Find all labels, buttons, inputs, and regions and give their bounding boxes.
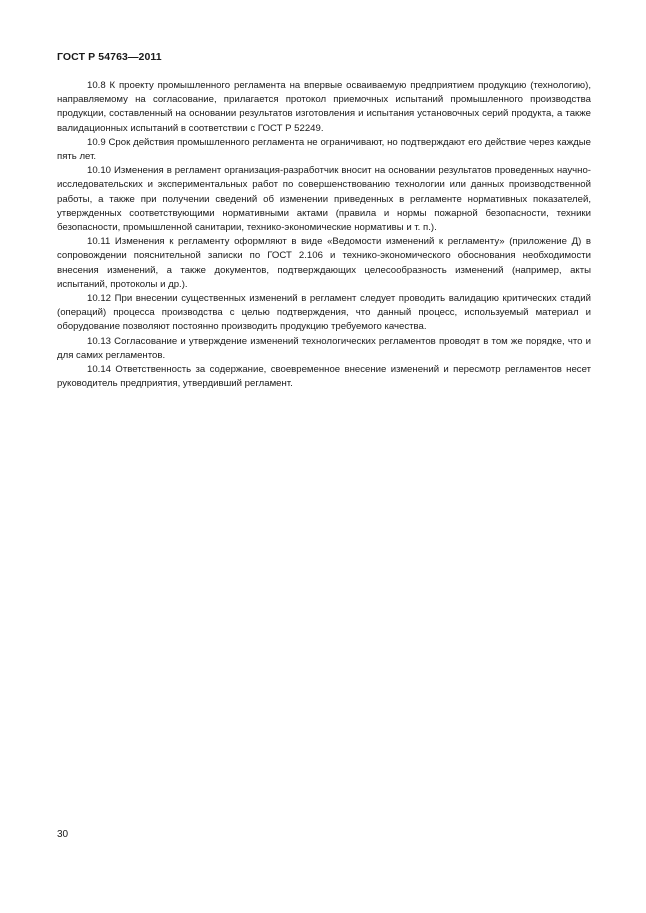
paragraph-10-9: 10.9 Срок действия промышленного регламента не ограничивают, но подтверждают его действие через каждые пять лет. [57,136,591,163]
paragraph-10-13: 10.13 Согласование и утверждение изменений технологических регламентов проводят в том же порядке, что и для самих регламентов. [57,335,591,361]
paragraph-10-11: 10.11 Изменения к регламенту оформляют в виде «Ведомости изменений к регламенту» (приложение Д) в сопровождении пояснительной записки по ГОСТ 2.106 и технико-экономического обоснования необходимости внесения изменений, а также документов, подтверждающих целесообразность изменений (например, акты испытаний, протоколы и др.). [57,236,591,290]
paragraph-10-8: 10.8 К проекту промышленного регламента на впервые осваиваемую предприятием продукцию (технологию), направляемому на согласование, прилагается протокол приемочных испытаний промышленного производства продукции, составленный на основании результатов изготовления и испытания установочных серий продукта, а также валидационных испытаний в соответствии с ГОСТ Р 52249. [57,80,591,134]
paragraph-10-12: 10.12 При внесении существенных изменений в регламент следует проводить валидацию критических стадий (операций) процесса производства с целью подтверждения, что данный процесс, используемый материал и оборудование позволяют постоянно производить продукцию требуемого качества. [57,293,591,333]
document-body [57,79,591,391]
paragraph-10-10: 10.10 Изменения в регламент организация-разработчик вносит на основании результатов проведенных научно-исследовательских и экспериментальных работ по совершенствованию технологии или данных производственной работы, а также при получении сведений об изменении приведенных в регламенте нормативных показателей, утвержденных соответствующими нормативными актами (правила и нормы пожарной безопасности, техники безопасности, промышленной санитарии, технико-экономические нормативы и т. п.). [57,165,591,234]
page-number: 30 [57,829,69,840]
page-header: ГОСТ Р 54763—2011 [57,51,162,63]
paragraph-10-14: 10.14 Ответственность за содержание, своевременное внесение изменений и пересмотр регламентов несет руководитель предприятия, утвердивший регламент. [57,364,591,390]
